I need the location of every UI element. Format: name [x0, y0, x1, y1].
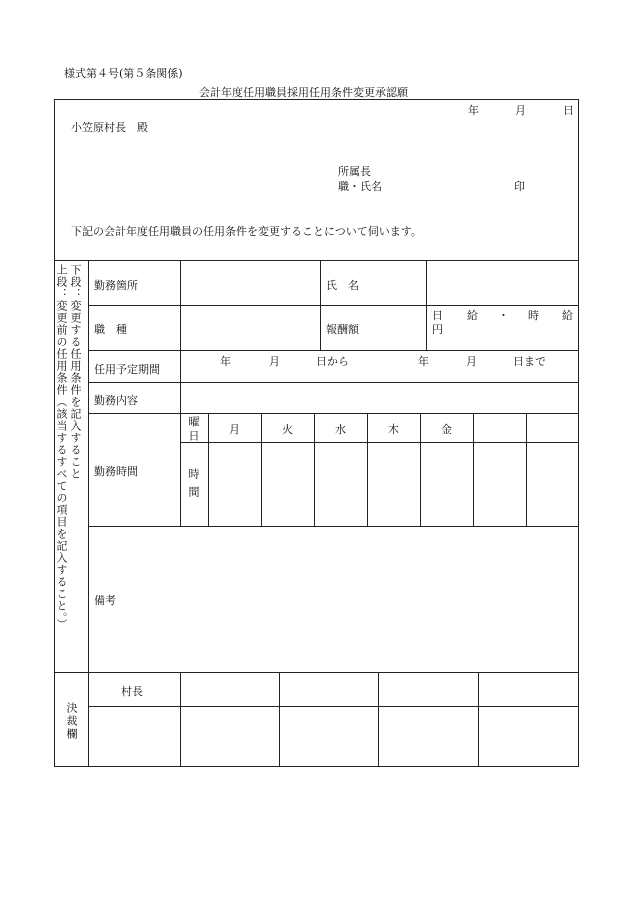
period-from: 日から	[316, 355, 349, 368]
pay-hourly: 時	[528, 309, 539, 322]
remarks-label: 備考	[94, 594, 116, 607]
date-year: 年	[468, 104, 479, 117]
period-year-2: 年	[418, 355, 429, 368]
period-month-1: 月	[269, 355, 280, 368]
workplace-label: 勤務箇所	[94, 279, 138, 292]
pay-label: 報酬額	[326, 323, 359, 336]
period-label: 任用予定期間	[94, 363, 160, 376]
weekday-label: 曜日	[187, 416, 200, 444]
yen-unit: 円	[432, 323, 443, 336]
side-note-upper: 上段：変更前の任用条件（該当するすべての項目を記入すること。）	[55, 264, 68, 631]
form-number: 様式第４号(第５条関係)	[64, 67, 183, 80]
date-day: 日	[563, 104, 574, 117]
day-wed: 水	[335, 423, 346, 436]
form-title: 会計年度任用職員採用任用条件変更承認願	[199, 86, 408, 99]
seal-mark: 印	[514, 180, 525, 193]
side-note-lower: 下段：変更する任用条件を記入すること	[69, 264, 82, 480]
pay-salary-1: 給	[467, 309, 478, 322]
pay-dot: ・	[498, 309, 509, 322]
day-mon: 月	[229, 423, 240, 436]
hours-label: 勤務時間	[94, 465, 138, 478]
mayor-label: 村長	[121, 685, 143, 698]
time-label: 時間	[187, 468, 200, 504]
request-text: 下記の会計年度任用職員の任用条件を変更することについて伺います。	[71, 225, 422, 238]
day-tue: 火	[282, 423, 293, 436]
duties-label: 勤務内容	[94, 394, 138, 407]
day-thu: 木	[388, 423, 399, 436]
approval-label: 決裁欄	[65, 702, 78, 741]
position-name-label: 職・氏名	[338, 180, 382, 193]
day-fri: 金	[441, 423, 452, 436]
name-label: 氏 名	[326, 279, 359, 292]
date-month: 月	[515, 104, 526, 117]
pay-daily: 日	[432, 309, 443, 322]
job-type-label: 職 種	[94, 323, 127, 336]
period-year-1: 年	[220, 355, 231, 368]
period-to: 日まで	[513, 355, 546, 368]
dept-head-label: 所属長	[338, 165, 371, 178]
addressee: 小笠原村長 殿	[71, 121, 148, 134]
pay-salary-2: 給	[562, 309, 573, 322]
period-month-2: 月	[466, 355, 477, 368]
